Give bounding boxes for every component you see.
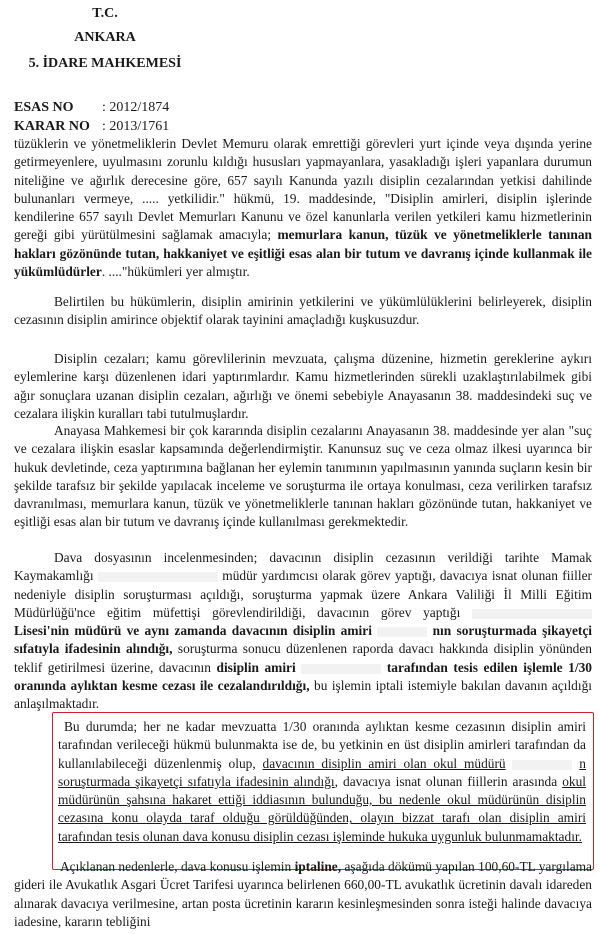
karar-no-row <box>14 119 169 135</box>
paragraph-5-h: bu işlemin iptali istemiyle bakılan davanın açıldığı anlaşılmaktadır. <box>14 678 592 712</box>
paragraph-7-c: aşağıda dökümü yapılan 100,60-TL yargılama gideri ile Avukatlık Asgari Ücret Tarifesi uyarınca belirlenen 660,00-TL avukatlık ücretinin davalı idareden alınarak davacıya verilmesine, artan posta ücretinin kararın kesinleşmesinden sonra isteği halinde davacıya iadesine, kararın tebliğini <box>14 859 593 929</box>
paragraph-2: Belirtilen bu hükümlerin, disiplin amirinin yetkilerini ve yükümlülüklerini belirleyerek, disiplin cezasının disiplin amirince objektif olarak tayinini amaçladığı kuşkusuzdur. <box>14 294 592 328</box>
karar-no-value: : 2013/1761 <box>102 119 170 134</box>
karar-no-label: KARAR NO <box>14 119 90 134</box>
paragraph-6-e: okul müdürünün şahsına hakaret ettiği iddiasının bulunduğu, bu nedenle okul müdürünün disiplin cezasına konu olayda taraf olduğu görüldüğünden, olayın bizzat tarafı olan disiplin amiri tarafından tesis olunan dava konusu disiplin cezası işleminde hukuka uygunluk bulunmamaktadır. <box>58 773 586 844</box>
paragraph-1 <box>14 135 592 281</box>
paragraph-6-b: davacının disiplin amiri olan okul müdürü <box>262 755 506 771</box>
paragraph-5-a: Dava dosyasının incelenmesinden; davacının disiplin cezasının verildiği tarihte Mamak Kaymakamlığı <box>14 550 592 584</box>
paragraph-1-end: . ...."hükümleri yer almıştır. <box>101 264 250 280</box>
esas-no-label: ESAS NO <box>14 100 74 115</box>
paragraph-6-d: , davacıya isnat olunan fiillerin arasında <box>334 773 563 789</box>
paragraph-4: Anayasa Mahkemesi bir çok kararında disiplin cezalarını Anayasanın 38. maddesinde yer alan "suç ve cezalara ilişkin esaslar kapsamında değerlendirmiştir. Kanunsuz suç ve ceza olmaz ilkesi uyarınca bir hukuk devletinde, ceza yaptırımına bağlanan her eylemin tanımının yapılmasının yanında suçların kesin bir şekilde tarafsız bir şekilde yapılacak inceleme ve soruşturma ile ortaya konulması, ceza verilirken tarafsız davranılması, memurlara kanun, tüzük ve yönetmeliklerle tanınan hakları gözönünde tutan, hakkaniyet ve eşitliği esas alan bir tutum ve davranış içinde kullanılması gerekmektedir. <box>14 423 592 530</box>
redacted-block <box>512 760 572 770</box>
redacted-block <box>472 609 592 619</box>
paragraph-5-e: soruşturma sonucu düzenlenen raporda davacı hakkında disiplin yönünden teklif getirilmesi üzerine, davacının <box>14 641 592 675</box>
paragraph-6 <box>58 718 586 846</box>
paragraph-5-d: nın soruşturmada şikayetçi sıfatıyla ifadesinin alındığı, <box>14 623 593 657</box>
paragraph-7 <box>14 858 592 931</box>
redacted-block <box>301 664 381 674</box>
paragraph-5 <box>14 549 592 714</box>
court-header-tc: T.C. <box>92 6 118 21</box>
paragraph-7-b: iptaline, <box>294 859 342 874</box>
redacted-block <box>377 627 427 637</box>
paragraph-5-c: Lisesi'nin müdürü ve aynı zamanda davacının disiplin amiri <box>14 623 372 639</box>
paragraph-5-f: disiplin amiri <box>216 659 296 675</box>
redacted-block <box>98 572 218 582</box>
esas-no-value: : 2012/1874 <box>102 100 170 115</box>
paragraph-6-a: Bu durumda; her ne kadar mevzuatta 1/30 oranında aylıktan kesme cezasının disiplin amiri tarafından verileceği hükmü bulunmakta ise de, bu yetkinin en üst disiplin amirleri tarafından da kullanılabileceği düzenlenmiş olup, <box>58 719 586 771</box>
paragraph-6-c: n soruşturmada şikayetçi sıfatıyla ifadesinin alındığı <box>58 755 586 789</box>
paragraph-3: Disiplin cezaları; kamu görevlilerinin mevzuata, çalışma düzenine, hizmetin gereklerine aykırı eylemlerine karşı düzenlenen idari yaptırımlardır. Kamu hizmetlerinden sürekli uzaklaştırılabilmek gibi ağır sonuçlara uzanan disiplin cezaları, ağırlığı ve önemi sebebiyle Anayasanın 38. maddesindeki suç ve cezalara ilişkin kuralları tabi tutulmuşlardır. <box>14 351 592 421</box>
paragraph-1-text: tüzüklerin ve yönetmeliklerin Devlet Memuru olarak emrettiği görevleri yurt içinde veya dışında yerine getirmeyenlere, uyulmasını zorunlu kıldığı hususları yapmayanlara, yasakladığı işleri yapanlara durumun niteliğine ve ağırlık derecesine göre, 657 sayılı Kanunda yazılı disiplin cezalarından yetkisi dahilinde bulunanları vermeye, ..... yetkilidir." hükmü, 19. maddesinde, "Disiplin amirleri, disiplin işlerinde kendilerine 657 sayılı Devlet Memurları Kanunu ve özel kanunlarla verilen yetkileri kamu hizmetlerinin gereği gibi yürütülmesini sağlamak amacıyla; <box>14 136 592 243</box>
court-header-city: ANKARA <box>74 30 136 45</box>
esas-no-row <box>14 100 169 116</box>
paragraph-5-g: tarafından tesis edilen işlemle 1/30 oranında aylıktan kesme cezası ile cezalandırıldığı, <box>14 659 592 694</box>
paragraph-7-a: Açıklanan nedenlerle, dava konusu işlemin <box>60 859 295 874</box>
paragraph-5-b: müdür yardımcısı olarak görev yaptığı, davacıya isnat olunan fiiller nedeniyle disiplin soruşturması açıldığı, soruşturma yapmak üzere Ankara Valiliği İl Milli Eğitim Müdürlüğü'nce eğitim müfettişi görevlendirildiği, davacının görev yaptığı <box>14 568 592 620</box>
court-header-court: 5. İDARE MAHKEMESİ <box>28 56 182 71</box>
paragraph-1-bold: memurlara kanun, tüzük ve yönetmeliklerle tanınan hakları gözönünde tutan, hakkaniyet ve eşitliği esas alan bir tutum ve davranış içinde kullanmak ile yükümlüdürler <box>14 227 592 280</box>
